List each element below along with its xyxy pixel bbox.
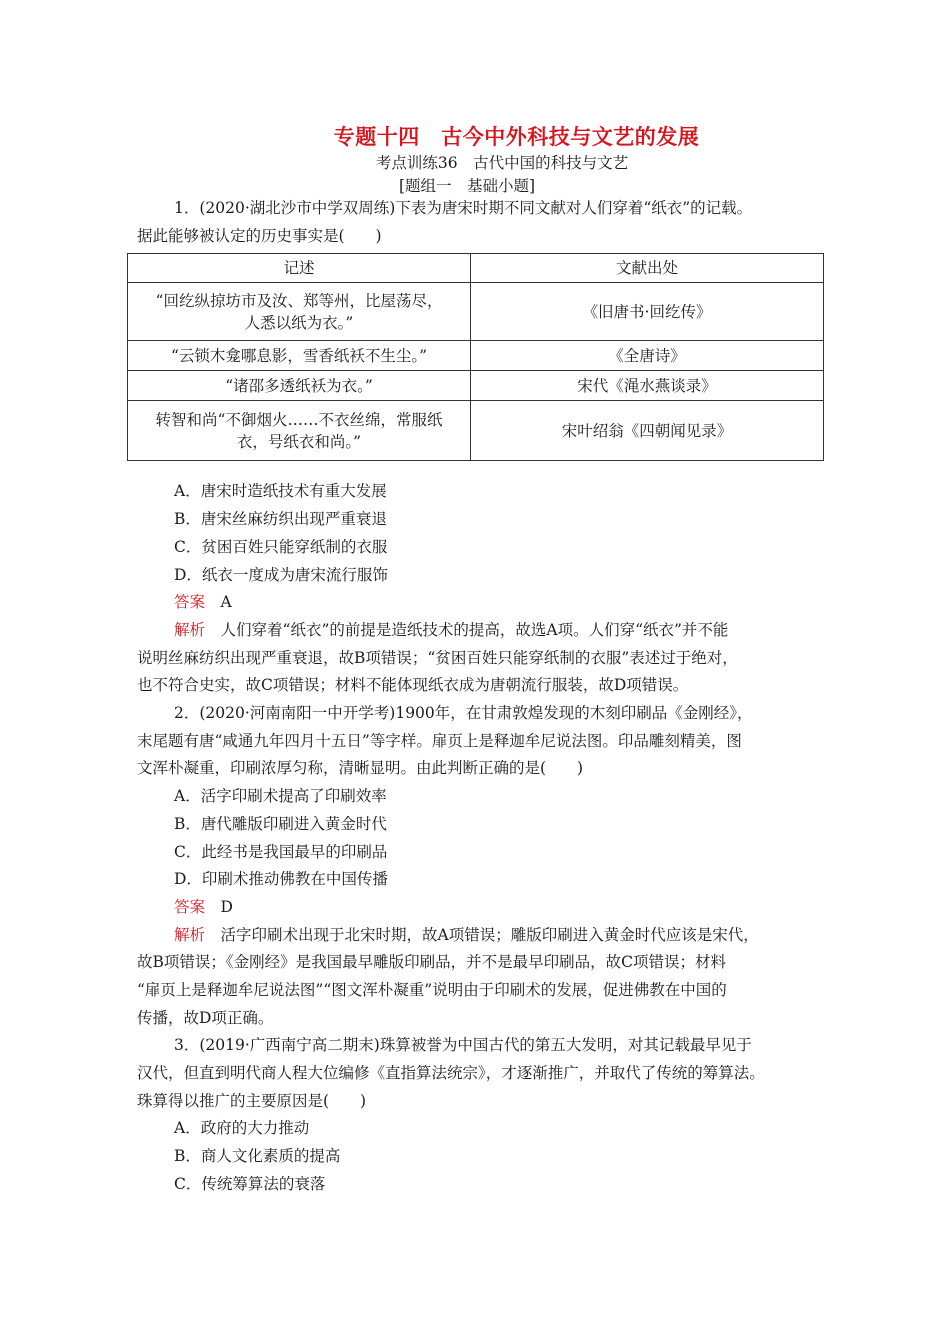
q3-option-c: C．传统筹算法的衰落 [174, 1175, 326, 1193]
table-header-source: 文献出处 [471, 254, 824, 283]
table-cell-desc: “回纥纵掠坊市及汝、郑等州，比屋荡尽， 人悉以纸为衣。” [128, 283, 471, 341]
q2-option-b: B．唐代雕版印刷进入黄金时代 [174, 815, 387, 833]
q2-analysis-line-2: 故B项错误；《金刚经》是我国最早雕版印刷品，并不是最早印刷品，故C项错误；材料 [137, 953, 727, 971]
answer-value: D [220, 898, 233, 916]
table-cell-desc: “云锁木龛哪息影，雪香纸袄不生尘。” [128, 341, 471, 371]
table-row [128, 401, 824, 461]
table-cell-source: 宋叶绍翁《四朝闻见录》 [471, 401, 824, 461]
table-row [128, 341, 824, 371]
q1-analysis-line-1: 解析 人们穿着“纸衣”的前提是造纸技术的提高，故选A项。人们穿“纸衣”并不能 [174, 621, 729, 639]
q3-option-a: A．政府的大力推动 [174, 1119, 310, 1137]
q2-answer [174, 897, 233, 917]
analysis-label: 解析 [174, 621, 206, 639]
table-cell-source: 《全唐诗》 [471, 341, 824, 371]
analysis-label: 解析 [174, 926, 206, 944]
q2-stem-line-1: 2．(2020·河南南阳一中开学考)1900年，在甘肃敦煌发现的木刻印刷品《金刚经》， [174, 704, 753, 722]
q2-stem-line-2: 末尾题有唐“咸通九年四月十五日”等字样。扉页上是释迦牟尼说法图。印品雕刻精美，图 [137, 732, 742, 750]
q2-option-d: D．印刷术推动佛教在中国传播 [174, 870, 388, 888]
q1-answer [174, 592, 232, 612]
q1-analysis-line-3: 也不符合史实，故C项错误；材料不能体现纸衣成为唐朝流行服装，故D项错误。 [137, 676, 689, 694]
q1-record-table [127, 253, 824, 461]
table-cell-source: 《旧唐书·回纥传》 [471, 283, 824, 341]
q2-stem-line-3: 文浑朴凝重，印刷浓厚匀称，清晰显明。由此判断正确的是( ) [137, 759, 584, 777]
q2-option-a: A．活字印刷术提高了印刷效率 [174, 787, 387, 805]
q2-analysis-line-3: “扉页上是释迦牟尼说法图”“图文浑朴凝重”说明由于印刷术的发展，促进佛教在中国的 [137, 981, 727, 999]
q1-stem-line-2: 据此能够被认定的历史事实是( ) [137, 227, 382, 245]
answer-label: 答案 [174, 593, 206, 611]
page-title: 专题十四 古今中外科技与文艺的发展 [333, 125, 700, 149]
q1-option-b: B．唐宋丝麻纺织出现严重衰退 [174, 510, 387, 528]
q1-analysis-line-2: 说明丝麻纺织出现严重衰退，故B项错误；“贫困百姓只能穿纸制的衣服”表述过于绝对， [137, 649, 738, 667]
answer-value: A [220, 593, 232, 611]
table-row [128, 283, 824, 341]
q1-stem-line-1: 1．(2020·湖北沙市中学双周练)下表为唐宋时期不同文献对人们穿着“纸衣”的记载。 [174, 199, 753, 217]
table-cell-source: 宋代《渑水燕谈录》 [471, 371, 824, 401]
q3-stem-line-1: 3．(2019·广西南宁高二期末)珠算被誉为中国古代的第五大发明，对其记载最早见于 [174, 1036, 752, 1054]
table-header-desc: 记述 [128, 254, 471, 283]
table-row [128, 371, 824, 401]
q3-stem-line-3: 珠算得以推广的主要原因是( ) [137, 1092, 367, 1110]
q1-option-c: C．贫困百姓只能穿纸制的衣服 [174, 538, 388, 556]
section-subtitle: 考点训练36 古代中国的科技与文艺 [375, 154, 629, 172]
q3-option-b: B．商人文化素质的提高 [174, 1147, 341, 1165]
q2-option-c: C．此经书是我国最早的印刷品 [174, 843, 388, 861]
question-group-label: [题组一 基础小题] [398, 177, 536, 195]
q1-option-d: D．纸衣一度成为唐宋流行服饰 [174, 566, 388, 584]
table-cell-desc: “诸邵多透纸袄为衣。” [128, 371, 471, 401]
q1-option-a: A．唐宋时造纸技术有重大发展 [174, 482, 387, 500]
q3-stem-line-2: 汉代，但直到明代商人程大位编修《直指算法统宗》，才逐渐推广，并取代了传统的筹算法。 [137, 1064, 765, 1082]
answer-label: 答案 [174, 898, 206, 916]
q2-analysis-line-4: 传播，故D项正确。 [137, 1009, 274, 1027]
q2-analysis-line-1: 解析 活字印刷术出现于北宋时期，故A项错误；雕版印刷进入黄金时代应该是宋代， [174, 926, 759, 944]
table-cell-desc: 转智和尚“不御烟火……不衣丝绵，常服纸 衣，号纸衣和尚。” [128, 401, 471, 461]
